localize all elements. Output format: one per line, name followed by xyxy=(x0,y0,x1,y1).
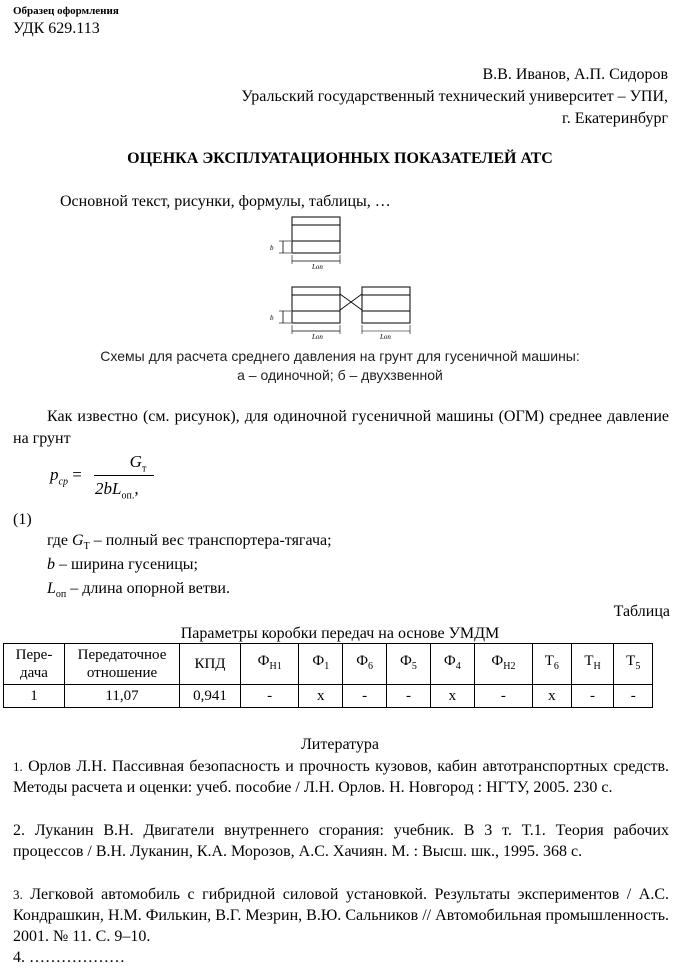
header-f5: $Ф_5$ xyxy=(387,644,431,685)
header-tn: $Т_Н$ xyxy=(571,644,614,685)
where-item-b: b – ширина гусеницы; xyxy=(47,556,198,573)
where-item-l: $L_{оп}$ – длина опорной ветви. xyxy=(47,580,230,601)
header-t5: $Т_5$ xyxy=(614,644,653,685)
equation-number: (1) xyxy=(13,511,32,528)
formula-numerator: G xyxy=(129,452,142,471)
cell: х xyxy=(533,685,571,708)
where-item-g: где $G_Т$ – полный вес транспортера-тягача; xyxy=(47,532,332,553)
city: г. Екатеринбург xyxy=(561,110,668,127)
reference-item: 4. ……………… xyxy=(13,949,125,966)
body-paragraph: Как известно (см. рисунок), для одиночной гусеничной машины (ОГМ) среднее давление на грунт xyxy=(13,408,669,447)
table-header-row xyxy=(4,644,653,685)
header-efficiency: КПД xyxy=(180,644,241,685)
authors: В.В. Иванов, А.П. Сидоров xyxy=(482,66,668,83)
header-f1: $Ф_1$ xyxy=(299,644,343,685)
single-vehicle-diagram xyxy=(262,212,352,272)
label-lop-2: Lоп xyxy=(380,333,391,341)
header-fn2: $Ф_{Н2}$ xyxy=(474,644,532,685)
figure-caption-line2: а – одиночной; б – двухзвенной xyxy=(237,367,443,383)
university: Уральский государственный технический университет – УПИ, xyxy=(241,88,668,105)
cell: - xyxy=(571,685,614,708)
udk-code: УДК 629.113 xyxy=(13,20,100,37)
figure-caption-line1: Схемы для расчета среднего давления на грунт для гусеничной машины: xyxy=(100,348,580,364)
reference-item: 3. Легковой автомобиль с гибридной силовой установкой. Результаты экспериментов / А.С. Кондрашкин, Н.М. Филькин, В.Г. Мезрин, В.Ю. Сальников // Автомобильная промышленность. 2001. № 11. С. 9–10. xyxy=(13,886,670,945)
label-lop: Lоп xyxy=(312,263,323,271)
reference-item: 1. Орлов Л.Н. Пассивная безопасность и прочность кузовов, кабин автотранспортных средств. Методы расчета и оценки: учеб. пособие / Л.Н. Орлов. Н. Новгород : НГТУ, 2005. 230 с. xyxy=(13,758,670,796)
article-title: ОЦЕНКА ЭКСПЛУАТАЦИОННЫХ ПОКАЗАТЕЛЕЙ АТС xyxy=(127,150,553,167)
cell: 0,941 xyxy=(180,685,241,708)
table-row xyxy=(4,685,653,708)
formula-denominator: 2bL xyxy=(95,479,122,498)
intro-text: Основной текст, рисунки, формулы, таблицы, … xyxy=(60,193,391,210)
table-title: Параметры коробки передач на основе УМДМ xyxy=(180,625,500,642)
cell: х xyxy=(430,685,474,708)
table-label: Таблица xyxy=(613,603,670,620)
formula-lhs: p xyxy=(50,465,59,484)
cell: - xyxy=(343,685,387,708)
header-t6: $Т_6$ xyxy=(533,644,571,685)
header-f4: $Ф_4$ xyxy=(430,644,474,685)
label-b: b xyxy=(270,244,274,252)
cell: - xyxy=(614,685,653,708)
cell: - xyxy=(474,685,532,708)
header-fn1: $Ф_{Н1}$ xyxy=(241,644,299,685)
cell: - xyxy=(241,685,299,708)
formula-lhs-sub: ср xyxy=(58,476,68,488)
sample-label: Образец оформления xyxy=(13,5,119,17)
cell: 11,07 xyxy=(65,685,180,708)
header-ratio: Передаточное отношение xyxy=(65,644,180,685)
literature-title: Литература xyxy=(300,736,380,753)
reference-item: 2. Луканин В.Н. Двигатели внутреннего сгорания: учебник. В 3 т. Т.1. Теория рабочих процессов / В.Н. Луканин, К.А. Морозов, А.С. Хачиян. М. : Высш. шк., 1995. 368 с. xyxy=(13,822,669,860)
cell: 1 xyxy=(4,685,65,708)
params-table xyxy=(3,643,653,708)
double-vehicle-diagram xyxy=(262,282,422,342)
formula-denominator-sub: оп. xyxy=(121,490,135,502)
label-b-2: b xyxy=(270,314,274,322)
label-lop-1: Lоп xyxy=(312,333,323,341)
cell: х xyxy=(299,685,343,708)
cell: - xyxy=(387,685,431,708)
fraction-bar xyxy=(94,475,154,476)
header-gear: Пере- дача xyxy=(4,644,65,685)
formula-numerator-sub: т xyxy=(141,463,147,475)
header-f6: $Ф_6$ xyxy=(343,644,387,685)
formula-trail: , xyxy=(134,479,139,498)
